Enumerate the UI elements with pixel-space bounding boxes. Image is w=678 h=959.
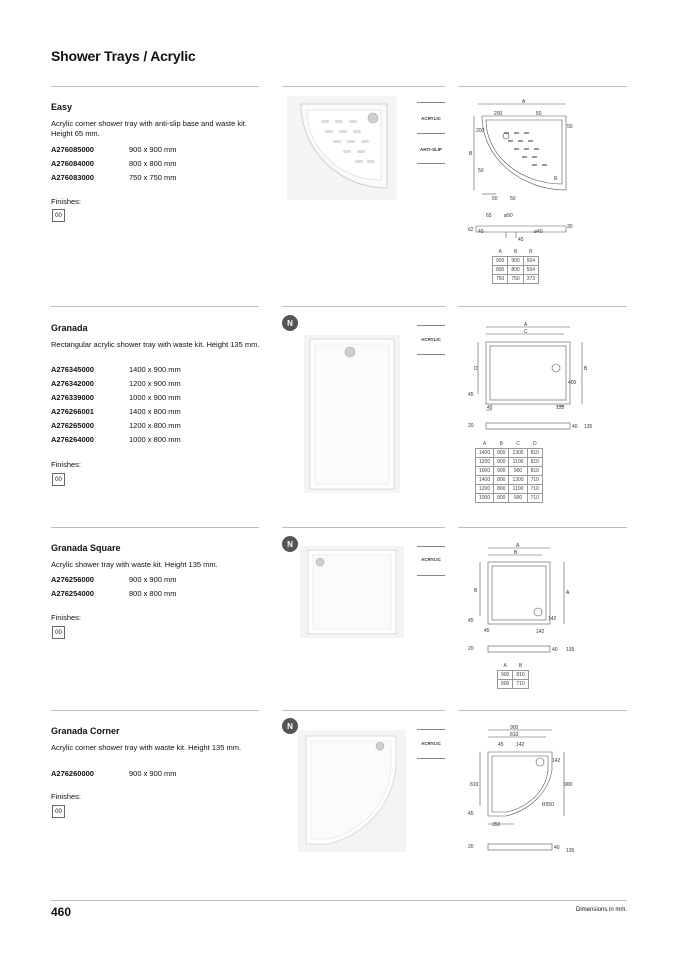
- code-row: [51, 435, 181, 449]
- tag-divider: [417, 575, 445, 576]
- tag-divider: [417, 758, 445, 759]
- dim-label: B: [469, 151, 473, 157]
- section-divider: [458, 86, 627, 87]
- table-cell: 810: [527, 449, 542, 458]
- code-row: [51, 589, 177, 603]
- product-code-list: [51, 145, 177, 187]
- code-row: [51, 365, 181, 379]
- dim-label: R550: [542, 802, 554, 808]
- section-divider: [282, 527, 445, 528]
- dim-label: 200: [494, 111, 503, 117]
- tag-divider: [417, 546, 445, 547]
- table-cell: 710: [527, 485, 542, 494]
- section-divider: [458, 527, 627, 528]
- code-row: [51, 173, 177, 187]
- table-cell: 750: [508, 275, 523, 284]
- product-size: 800 x 800 mm: [129, 589, 177, 598]
- product-name: Easy: [51, 102, 73, 112]
- product-size: 1200 x 900 mm: [129, 379, 181, 388]
- product-code: A276260000: [51, 769, 94, 778]
- table-cell: 1000: [476, 494, 494, 503]
- product-photo-granada-square: [300, 546, 404, 638]
- dim-label: 20: [468, 646, 474, 652]
- finish-swatch: 00: [52, 473, 65, 486]
- table-cell: 810: [527, 467, 542, 476]
- dim-label: 50: [567, 124, 573, 130]
- dim-label: B: [514, 550, 518, 556]
- tag-divider: [417, 133, 445, 134]
- table-header: B: [518, 663, 523, 669]
- dimension-table-easy: [492, 248, 539, 284]
- table-cell: 800: [498, 680, 513, 689]
- dim-label: 900: [564, 782, 573, 788]
- section-divider: [282, 86, 445, 87]
- table-cell: 1300: [509, 449, 527, 458]
- product-photo-easy: [287, 96, 397, 200]
- dim-label: 50: [478, 168, 484, 174]
- table-cell: 750: [493, 275, 508, 284]
- dim-label: ø90: [504, 213, 513, 219]
- dim-label: 45: [468, 618, 474, 624]
- product-description: Acrylic corner shower tray with anti-slip base and waste kit. Height 65 mm.: [51, 119, 247, 138]
- table-cell: 800: [494, 494, 509, 503]
- dim-label: D: [474, 366, 478, 372]
- dimension-table-square: [497, 662, 529, 689]
- dim-label: 45: [468, 811, 474, 817]
- dim-label: 65: [486, 213, 492, 219]
- page-number: 460: [51, 905, 72, 919]
- dim-label: 142: [536, 629, 545, 635]
- table-cell: 800: [494, 476, 509, 485]
- table-header: A: [482, 441, 487, 447]
- dim-label: 45: [468, 392, 474, 398]
- dim-label: 45: [487, 405, 493, 411]
- table-header: D: [532, 441, 537, 447]
- new-badge: N: [282, 718, 298, 734]
- dim-label: A: [522, 99, 526, 105]
- product-name: Granada Square: [51, 543, 121, 553]
- table-cell: 1300: [509, 476, 527, 485]
- section-divider: [282, 306, 445, 307]
- dim-label: 50: [536, 111, 542, 117]
- table-cell: 800: [493, 266, 508, 275]
- table-cell: 710: [527, 476, 542, 485]
- table-cell: 1100: [509, 458, 527, 467]
- section-divider: [458, 306, 627, 307]
- dim-label: 135: [584, 424, 593, 430]
- dim-label: 50: [492, 196, 498, 202]
- product-size: 900 x 900 mm: [129, 575, 177, 584]
- product-size: 800 x 800 mm: [129, 159, 177, 168]
- table-header: B: [513, 249, 518, 255]
- material-tag: ACRYLIC: [421, 337, 441, 342]
- product-description: Rectangular acrylic shower tray with waste kit. Height 135 mm.: [51, 340, 260, 349]
- table-header: A: [498, 249, 502, 255]
- table-cell: 900: [494, 467, 509, 476]
- table-header: C: [516, 441, 520, 447]
- table-cell: 710: [527, 494, 542, 503]
- table-cell: 900: [508, 257, 523, 266]
- technical-drawing-square: [466, 540, 596, 665]
- dim-label: 50: [510, 196, 516, 202]
- section-divider: [51, 527, 259, 528]
- footer-note: Dimensions in mm.: [575, 907, 627, 913]
- table-cell: 1400: [476, 449, 494, 458]
- product-photo-granada: [304, 335, 400, 493]
- technical-drawing-corner: [466, 722, 596, 867]
- dim-label: 30: [567, 224, 573, 230]
- dim-label: 40: [478, 229, 484, 235]
- table-cell: 900: [509, 494, 527, 503]
- table-cell: 504: [523, 257, 538, 266]
- product-code: A276339000: [51, 393, 94, 402]
- table-cell: 1200: [476, 485, 494, 494]
- code-row: [51, 421, 181, 435]
- dim-label: 135: [556, 405, 565, 411]
- product-code: A276083000: [51, 173, 94, 182]
- product-code-list: [51, 769, 177, 783]
- product-code: A276345000: [51, 365, 94, 374]
- new-badge: N: [282, 315, 298, 331]
- tag-divider: [417, 354, 445, 355]
- section-divider: [458, 710, 627, 711]
- table-header: A: [503, 663, 507, 669]
- table-cell: 900: [493, 257, 508, 266]
- code-row: [51, 379, 181, 393]
- dim-label: 200: [476, 128, 485, 134]
- code-row: [51, 575, 177, 589]
- code-row: [51, 145, 177, 159]
- new-badge: N: [282, 536, 298, 552]
- product-code: A276256000: [51, 575, 94, 584]
- product-name: Granada: [51, 323, 88, 333]
- section-divider: [51, 710, 259, 711]
- table-header: R: [529, 249, 533, 255]
- dim-label: A: [566, 590, 570, 596]
- dim-label: C: [524, 329, 528, 335]
- table-cell: 504: [523, 266, 538, 275]
- dim-label: 142: [548, 616, 557, 622]
- dim-label: 45: [498, 742, 504, 748]
- dim-label: 135: [566, 848, 575, 854]
- product-size: 1400 x 800 mm: [129, 407, 181, 416]
- dimension-table-granada: [475, 440, 543, 503]
- product-photo-granada-corner: [298, 730, 406, 852]
- tag-divider: [417, 325, 445, 326]
- table-cell: 900: [509, 467, 527, 476]
- section-divider: [282, 710, 445, 711]
- table-cell: 1000: [476, 467, 494, 476]
- table-cell: 810: [527, 458, 542, 467]
- product-description: Acrylic shower tray with waste kit. Height 135 mm.: [51, 560, 218, 569]
- footer-divider: [51, 900, 627, 901]
- product-code: A276266001: [51, 407, 94, 416]
- material-tag: ACRYLIC: [421, 116, 441, 121]
- product-size: 900 x 900 mm: [129, 769, 177, 778]
- product-code: A276264000: [51, 435, 94, 444]
- dim-label: 810: [470, 782, 479, 788]
- dim-label: A: [516, 543, 520, 549]
- dim-label: 45: [484, 628, 490, 634]
- code-row: [51, 769, 177, 783]
- dim-label: ø40: [534, 229, 543, 235]
- product-code: A276084000: [51, 159, 94, 168]
- table-cell: 900: [494, 449, 509, 458]
- dim-label: 40: [572, 424, 578, 430]
- table-cell: 810: [513, 671, 528, 680]
- dim-label: 62: [468, 227, 474, 233]
- dim-label: 135: [566, 647, 575, 653]
- table-cell: 1200: [476, 458, 494, 467]
- dim-label: 20: [468, 844, 474, 850]
- product-size: 1000 x 900 mm: [129, 393, 181, 402]
- dim-label: 400: [568, 380, 577, 386]
- page-title: Shower Trays / Acrylic: [51, 48, 196, 64]
- dim-label: 40: [552, 647, 558, 653]
- finish-swatch: 00: [52, 805, 65, 818]
- product-code-list: [51, 365, 181, 449]
- table-cell: 900: [494, 458, 509, 467]
- dim-label: 20: [468, 423, 474, 429]
- table-cell: 900: [498, 671, 513, 680]
- section-divider: [51, 306, 259, 307]
- table-cell: 1100: [509, 485, 527, 494]
- table-header: B: [499, 441, 503, 447]
- product-code: A276342000: [51, 379, 94, 388]
- dim-label: 900: [510, 725, 519, 731]
- section-divider: [51, 86, 259, 87]
- finishes-label: Finishes:: [51, 792, 82, 801]
- product-description: Acrylic corner shower tray with waste kit. Height 135 mm.: [51, 743, 242, 752]
- product-size: 1000 x 800 mm: [129, 435, 181, 444]
- finish-swatch: 00: [52, 626, 65, 639]
- tag-divider: [417, 102, 445, 103]
- dim-label: A: [524, 322, 528, 328]
- product-code-list: [51, 575, 177, 603]
- dim-label: 40: [554, 845, 560, 851]
- product-code: A276254000: [51, 589, 94, 598]
- dim-label: B: [474, 588, 478, 594]
- dim-label: R: [554, 176, 558, 182]
- dim-label: 45: [518, 237, 524, 243]
- tag-divider: [417, 163, 445, 164]
- code-row: [51, 407, 181, 421]
- dim-label: 350: [492, 822, 501, 828]
- product-size: 1200 x 800 mm: [129, 421, 181, 430]
- table-cell: 373: [523, 275, 538, 284]
- material-tag: ACRYLIC: [421, 741, 441, 746]
- finishes-label: Finishes:: [51, 613, 82, 622]
- dim-label: 142: [552, 758, 561, 764]
- finishes-label: Finishes:: [51, 197, 82, 206]
- code-row: [51, 159, 177, 173]
- finish-swatch: 00: [52, 209, 65, 222]
- table-cell: 710: [513, 680, 528, 689]
- product-size: 1400 x 900 mm: [129, 365, 181, 374]
- dim-label: 810: [510, 732, 519, 738]
- product-name: Granada Corner: [51, 726, 120, 736]
- table-cell: 1400: [476, 476, 494, 485]
- dim-label: B: [584, 366, 588, 372]
- product-code: A276085000: [51, 145, 94, 154]
- table-cell: 800: [494, 485, 509, 494]
- product-size: 750 x 750 mm: [129, 173, 177, 182]
- tag-divider: [417, 729, 445, 730]
- technical-drawing-granada: [466, 320, 606, 445]
- code-row: [51, 393, 181, 407]
- dim-label: 142: [516, 742, 525, 748]
- feature-tag: ANTI-SLIP: [420, 147, 442, 152]
- material-tag: ACRYLIC: [421, 557, 441, 562]
- product-size: 900 x 900 mm: [129, 145, 177, 154]
- product-code: A276265000: [51, 421, 94, 430]
- table-cell: 800: [508, 266, 523, 275]
- finishes-label: Finishes:: [51, 460, 82, 469]
